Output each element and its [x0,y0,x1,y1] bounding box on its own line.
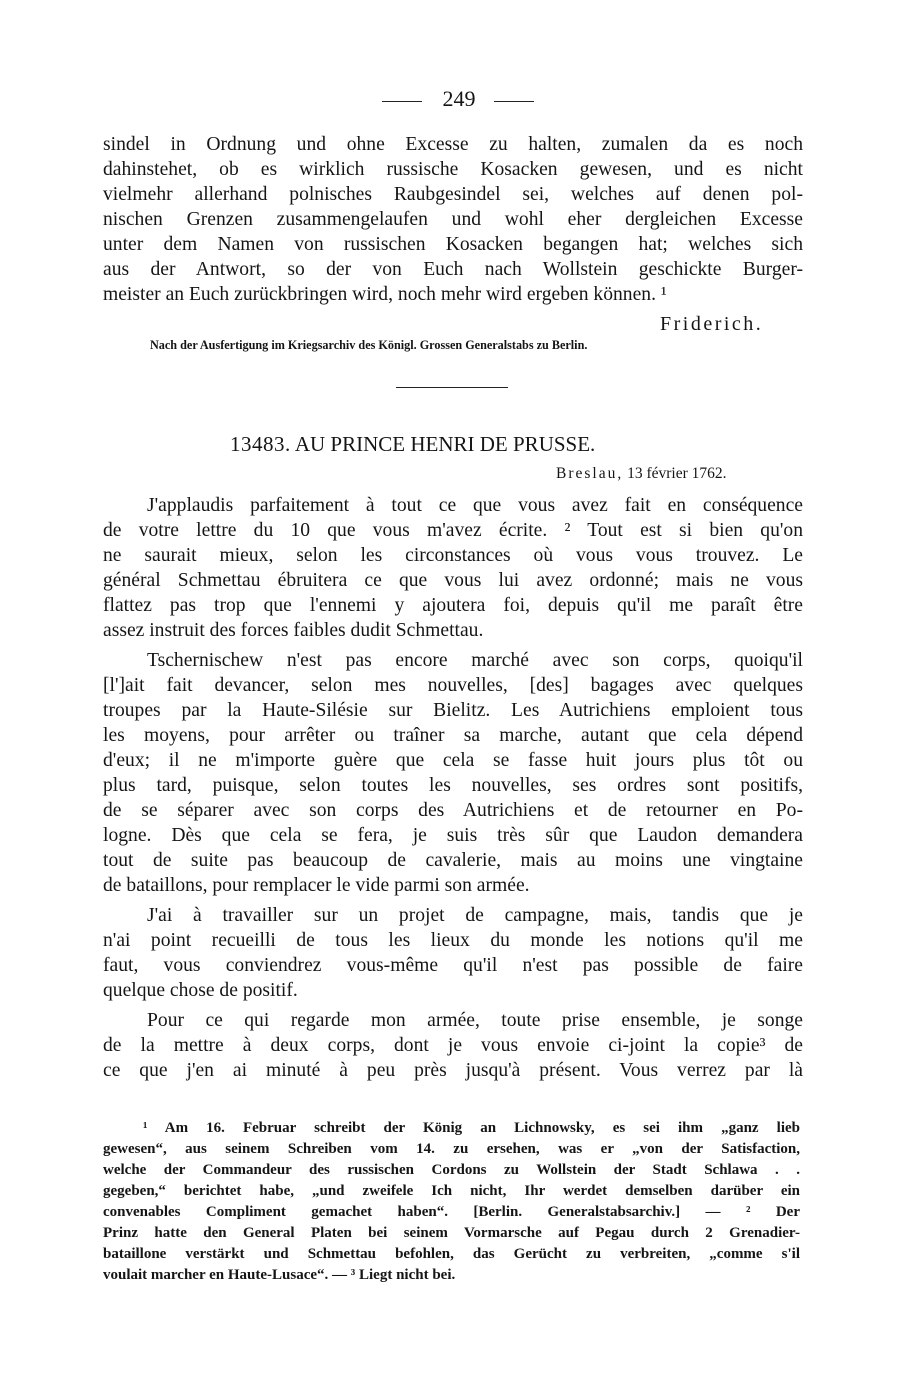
footnote-line: ¹ Am 16. Februar schreibt der König an Lichnowsky, es sei ihm „ganz lieb [143,1120,800,1136]
text-line: nischen Grenzen zusammengelaufen und wohl eher dergleichen Excesse [103,209,803,230]
text-line: assez instruit des forces faibles dudit Schmettau. [103,620,484,641]
header-dash-right [494,101,534,102]
text-line: flattez pas trop que l'ennemi y ajoutera foi, depuis qu'il me paraît être [103,595,803,616]
letter-title [230,432,595,457]
signature: Friderich. [660,313,764,335]
text-line: [l']ait fait devancer, selon mes nouvelles, [des] bagages avec quelques [103,675,803,696]
text-line: aus der Antwort, so der von Euch nach Wollstein geschickte Burger- [103,259,803,280]
text-line: J'applaudis parfaitement à tout ce que vous avez fait en conséquence [147,495,803,516]
section-divider [396,387,508,388]
source-note: Nach der Ausfertigung im Kriegsarchiv des Königl. Grossen Generalstabs zu Berlin. [150,338,588,352]
text-line: général Schmettau ébruitera ce que vous lui avez ordonné; mais ne vous [103,570,803,591]
text-line: d'eux; il ne m'importe guère que cela se fasse huit jours plus tôt ou [103,750,803,771]
footnote-line: convenables Compliment gemachet haben“. [Berlin. Generalstabsarchiv.] — ² Der [103,1204,800,1220]
text-line: sindel in Ordnung und ohne Excesse zu halten, zumalen da es noch [103,134,803,155]
letter-date: 13 février 1762. [627,465,727,482]
text-line: ce que j'en ai minuté à peu près jusqu'à présent. Vous verrez par là [103,1060,803,1081]
text-line: faut, vous conviendrez vous-même qu'il n'est pas possible de faire [103,955,803,976]
text-line: de la mettre à deux corps, dont je vous envoie ci-joint la copie³ de [103,1035,803,1056]
text-line: tout de suite pas beaucoup de cavalerie, mais au moins une vingtaine [103,850,803,871]
footnote-line: bataillone verstärkt und Schmettau befohlen, das Gerücht zu verbreiten, „comme s'il [103,1246,800,1262]
letter-recipient: AU PRINCE HENRI DE PRUSSE. [294,432,596,456]
text-line: logne. Dès que cela se fera, je suis très sûr que Laudon demandera [103,825,803,846]
text-line: meister an Euch zurückbringen wird, noch mehr wird ergeben können. ¹ [103,284,667,305]
text-line: plus tard, puisque, selon toutes les nouvelles, ses ordres sont positifs, [103,775,803,796]
text-line: dahinstehet, ob es wirklich russische Kosacken gewesen, und es nicht [103,159,803,180]
text-line: ne saurait mieux, selon les circonstances où vous vous trouvez. Le [103,545,803,566]
letter-dateline [556,465,727,483]
text-line: n'ai point recueilli de tous les lieux du monde les notions qu'il me [103,930,803,951]
text-line: unter dem Namen von russischen Kosacken begangen hat; welches sich [103,234,803,255]
footnote-line: gegeben,“ berichtet habe, „und zweifele Ich nicht, Ihr werdet demselben darüber ein [103,1183,800,1199]
text-line: de se séparer avec son corps des Autrichiens et de retourner en Po- [103,800,803,821]
footnote-line: Prinz hatte den General Platen bei seinem Vormarsche auf Pegau durch 2 Grenadier- [103,1225,800,1241]
text-line: Tschernischew n'est pas encore marché avec son corps, quoiqu'il [147,650,803,671]
footnote-line: voulait marcher en Haute-Lusace“. — ³ Liegt nicht bei. [103,1267,456,1283]
text-line: Pour ce qui regarde mon armée, toute prise ensemble, je songe [147,1010,803,1031]
letter-place: Breslau, [556,465,624,482]
header-dash-left [382,101,422,102]
text-line: de bataillons, pour remplacer le vide parmi son armée. [103,875,530,896]
text-line: troupes par la Haute-Silésie sur Bielitz. Les Autrichiens emploient tous [103,700,803,721]
page-header [0,86,900,116]
footnote-line: gewesen“, aus seinem Schreiben vom 14. zu ersehen, was er „von der Satisfaction, [103,1141,800,1157]
text-line: de votre lettre du 10 que vous m'avez écrite. ² Tout est si bien qu'on [103,520,803,541]
text-line: les moyens, pour arrêter ou traîner sa marche, autant que cela dépend [103,725,803,746]
text-line: vielmehr allerhand polnisches Raubgesindel sei, welches auf denen pol- [103,184,803,205]
text-line: J'ai à travailler sur un projet de campagne, mais, tandis que je [147,905,803,926]
text-line: quelque chose de positif. [103,980,298,1001]
page-number: 249 [442,86,476,111]
letter-number: 13483. [230,432,291,456]
footnote-line: welche der Commandeur des russischen Cordons zu Wollstein der Stadt Schlawa . . [103,1162,800,1178]
